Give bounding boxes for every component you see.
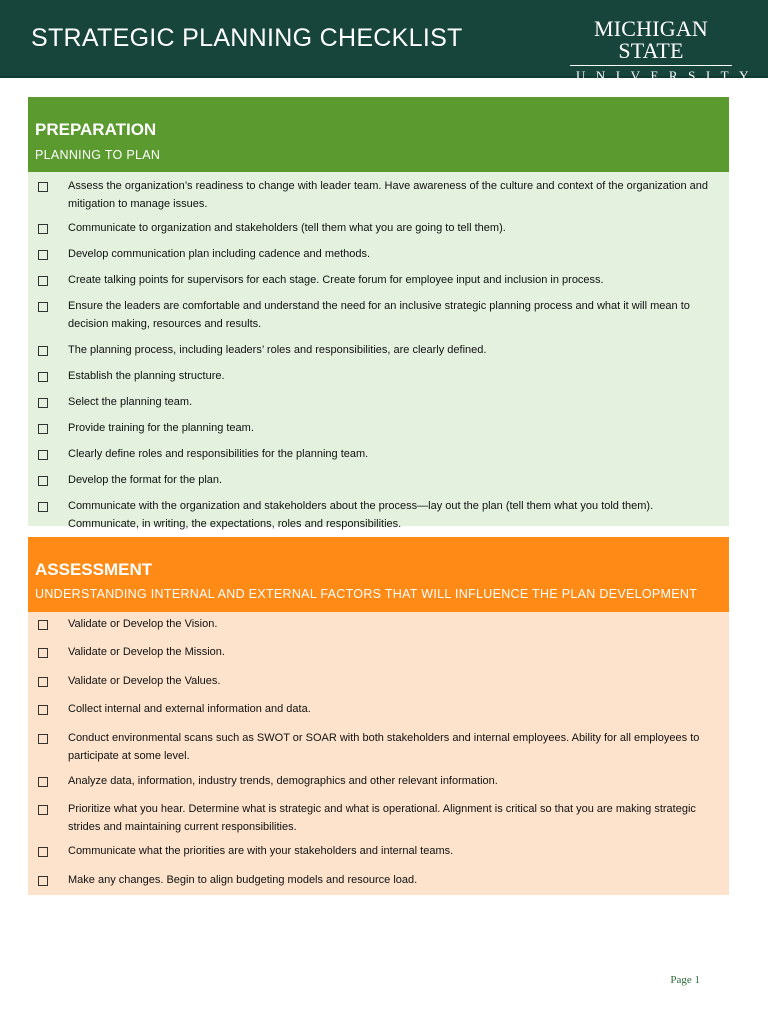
logo-line-1: MICHIGAN STATE [593, 16, 709, 63]
checklist-item-text: Prioritize what you hear. Determine what is strategic and what is operational. Alignment is critical so that you are making strategic strides and maintaining current responsibilities. [68, 803, 696, 833]
checklist [28, 612, 729, 895]
checkbox[interactable] [38, 250, 48, 260]
checklist-item-text: Analyze data, information, industry trends, demographics and other relevant information. [68, 775, 498, 787]
page-header [0, 0, 768, 83]
preparation-header [28, 97, 729, 172]
section-subtitle: PLANNING TO PLAN [35, 148, 161, 162]
checkbox[interactable] [38, 876, 48, 886]
checkbox[interactable] [38, 705, 48, 715]
checkbox[interactable] [38, 398, 48, 408]
checklist-item-text: Validate or Develop the Values. [68, 675, 221, 687]
checklist-item [28, 701, 729, 719]
checkbox[interactable] [38, 346, 48, 356]
checkbox[interactable] [38, 450, 48, 460]
checklist-item-text: Select the planning team. [68, 396, 193, 408]
checkbox[interactable] [38, 276, 48, 286]
checklist-item-text: Provide training for the planning team. [68, 422, 254, 434]
checklist-item [28, 368, 729, 386]
checklist-item-text: Create talking points for supervisors for each stage. Create forum for employee input and inclusion in process. [68, 274, 604, 286]
section-title: PREPARATION [35, 120, 157, 139]
checklist-item-text: Establish the planning structure. [68, 370, 225, 382]
checkbox[interactable] [38, 476, 48, 486]
checklist-item [28, 394, 729, 412]
checklist-item-text: Make any changes. Begin to align budgeting models and resource load. [68, 874, 418, 886]
checklist-item-text: Communicate to organization and stakeholders (tell them what you are going to tell them). [68, 222, 506, 234]
assessment-header [28, 537, 729, 612]
checklist-item [28, 342, 729, 360]
checklist-item-text: The planning process, including leaders’ roles and responsibilities, are clearly defined. [68, 344, 487, 356]
checklist-item [28, 843, 729, 861]
msu-logo [568, 16, 759, 83]
checklist-item [28, 272, 729, 290]
checkbox[interactable] [38, 734, 48, 744]
logo-line-2: UNIVERSITY [576, 68, 759, 83]
checklist-item [28, 446, 729, 464]
checklist-item-text: Clearly define roles and responsibilities for the planning team. [68, 448, 369, 460]
checkbox[interactable] [38, 620, 48, 630]
checklist-item [28, 644, 729, 662]
checklist-item [28, 773, 729, 791]
checklist-item-text: Communicate what the priorities are with your stakeholders and internal teams. [68, 845, 454, 857]
checklist-item [28, 498, 729, 533]
checkbox[interactable] [38, 805, 48, 815]
checklist-item-text: Communicate with the organization and stakeholders about the process—lay out the plan (tell them what you told them). Communicate, in writing, the expectations, roles and responsibilities. [68, 500, 654, 530]
checklist-item [28, 246, 729, 264]
preparation-section [28, 97, 729, 530]
checklist-item [28, 730, 729, 765]
checkbox[interactable] [38, 372, 48, 382]
checkbox[interactable] [38, 502, 48, 512]
checklist-item-text: Assess the organization’s readiness to change with leader team. Have awareness of the culture and context of the organization and mitigation to manage issues. [68, 180, 709, 210]
assessment-section [28, 537, 729, 895]
section-title: ASSESSMENT [35, 560, 153, 579]
logo-divider [570, 65, 732, 66]
checklist-item [28, 298, 729, 333]
page-title: STRATEGIC PLANNING CHECKLIST [31, 24, 463, 52]
checklist-item-text: Develop the format for the plan. [68, 474, 223, 486]
checkbox[interactable] [38, 424, 48, 434]
checklist-item-text: Develop communication plan including cadence and methods. [68, 248, 371, 260]
checklist-item [28, 472, 729, 490]
checklist-item-text: Conduct environmental scans such as SWOT or SOAR with both stakeholders and internal employees. Ability for all employees to participate at some level. [68, 732, 700, 762]
checkbox[interactable] [38, 847, 48, 857]
checklist-item [28, 801, 729, 836]
checkbox[interactable] [38, 777, 48, 787]
checklist-item [28, 616, 729, 634]
checklist-item [28, 872, 729, 890]
checklist-item [28, 178, 729, 213]
checklist-item-text: Ensure the leaders are comfortable and understand the need for an inclusive strategic planning process and what it will mean to decision making, resources and results. [68, 300, 690, 330]
checklist-item [28, 220, 729, 238]
checkbox[interactable] [38, 677, 48, 687]
checkbox[interactable] [38, 302, 48, 312]
checklist [28, 172, 729, 530]
checkbox[interactable] [38, 648, 48, 658]
section-subtitle: UNDERSTANDING INTERNAL AND EXTERNAL FACTORS THAT WILL INFLUENCE THE PLAN DEVELOPMENT [35, 587, 698, 601]
checkbox[interactable] [38, 182, 48, 192]
checklist-item [28, 673, 729, 691]
checklist-item-text: Validate or Develop the Vision. [68, 618, 218, 630]
checkbox[interactable] [38, 224, 48, 234]
page-number: Page 1 [670, 974, 700, 986]
checklist-item-text: Collect internal and external information and data. [68, 703, 311, 715]
checklist-item [28, 420, 729, 438]
checklist-item-text: Validate or Develop the Mission. [68, 646, 225, 658]
